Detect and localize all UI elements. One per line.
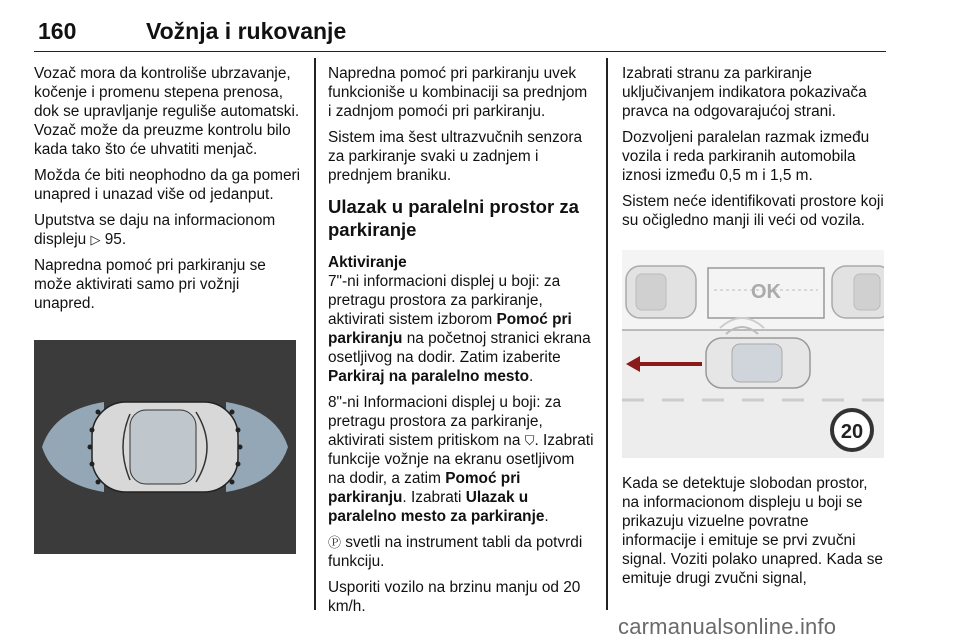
car-roof bbox=[130, 410, 196, 484]
paragraph: Napredna pomoć pri parkiranju se može aktivirati samo pri vožnji unapred. bbox=[34, 257, 266, 312]
paragraph: Sistem neće identifikovati prostore koji su očigledno manji ili veći od vozila. bbox=[622, 193, 884, 229]
paragraph: Ⓟ svetli na instrument tabli da potvrdi funkciju. bbox=[328, 534, 583, 570]
page-number: 160 bbox=[38, 18, 77, 44]
moving-car bbox=[706, 338, 810, 388]
watermark: carmanualsonline.info bbox=[618, 614, 837, 639]
section-heading: Ulazak u paralelni prostor za parkiranje bbox=[328, 196, 579, 240]
paragraph: Izabrati stranu za parkiranje uključivanjem indikatora pokazivača pravca na odgovarajućoj strani. bbox=[622, 65, 867, 120]
speed-limit-sign-icon bbox=[832, 410, 872, 450]
arrow-reference-icon: ▷ bbox=[90, 232, 101, 247]
paragraph: 7"-ni informacioni displej u boji: za pretragu prostora za parkiranje, aktivirati sistem izborom Pomoć pri parkiranju na početnoj stranici ekrana osetljivog na dodir. Zatim izaberite Parkiraj na paralelno mesto. bbox=[328, 273, 591, 385]
paragraph: Kada se detektuje slobodan prostor, na informacionom displeju u boji se prikazuju vizuelne povratne informacije i emituje se prvi zvučni signal. Voziti polako unapred. Kada se emituje drugi zvučni signal, bbox=[622, 475, 883, 587]
page-header bbox=[34, 16, 886, 52]
paragraph: Vozač mora da kontroliše ubrzavanje, kočenje i promenu stepena prenosa, dok se upravljanje reguliše automatski. Vozač može da preuzme kontrolu bilo kada tako što će uhvatiti menjač. bbox=[34, 65, 300, 158]
menu-item-parking-assist: Pomoć pri parkiranju bbox=[328, 470, 521, 506]
paragraph: Sistem ima šest ultrazvučnih senzora za parkiranje svaki u zadnjem i prednjem braniku. bbox=[328, 129, 583, 184]
paragraph: Uputstva se daju na informacionom displeju ▷ 95. bbox=[34, 212, 276, 248]
menu-item-parallel-entry: Ulazak u paralelno mesto za parkiranje bbox=[328, 489, 545, 525]
parked-car-left bbox=[626, 266, 696, 318]
parked-car-right bbox=[832, 266, 884, 318]
chapter-title: Vožnja i rukovanje bbox=[146, 18, 347, 44]
parking-scene-svg bbox=[622, 250, 884, 458]
column-3-lower bbox=[622, 474, 886, 595]
menu-item-parallel-parking: Parkiraj na paralelno mesto bbox=[328, 368, 530, 385]
column-1 bbox=[34, 64, 302, 320]
speed-sign-value: 20 bbox=[840, 421, 864, 443]
column-3 bbox=[622, 64, 886, 237]
paragraph: Dozvoljeni paralelan razmak između vozila i reda parkiranih automobila iznosi između 0,5 m i 1,5 m. bbox=[622, 129, 870, 184]
column-divider bbox=[314, 58, 316, 610]
ok-label: OK bbox=[751, 281, 781, 303]
paragraph: Usporiti vozilo na brzinu manju od 20 km/h. bbox=[328, 579, 581, 615]
parallel-parking-illustration bbox=[622, 250, 884, 458]
subsection-heading: Aktiviranje bbox=[328, 254, 407, 271]
paragraph: Napredna pomoć pri parkiranju uvek funkcioniše u kombinaciji sa prednjom i zadnjom pomoći pri parkiranju. bbox=[328, 65, 588, 120]
parking-assist-indicator-icon: Ⓟ bbox=[328, 535, 342, 550]
column-divider bbox=[606, 58, 608, 610]
car-sensor-illustration bbox=[34, 340, 296, 554]
paragraph: Možda će biti neophodno da ga pomeri unapred i unazad više od jedanput. bbox=[34, 167, 301, 203]
paragraph: 8"-ni Informacioni displej u boji: za pretragu prostora za parkiranje, aktivirati sistem pritiskom na ⛉. Izabrati funkcije vožnje na ekranu osetljivom na dodir, a zatim Pomoć pri parkiranju. Izabrati Ulazak u paralelno mesto za parkiranje. bbox=[328, 394, 594, 525]
menu-item-parking-assist: Pomoć pri parkiranju bbox=[328, 311, 572, 347]
parking-sensor-icon: ⛉ bbox=[524, 433, 535, 448]
page-reference-link[interactable]: 95. bbox=[100, 231, 127, 248]
car-sensor-svg bbox=[34, 340, 296, 554]
column-2 bbox=[328, 64, 594, 623]
